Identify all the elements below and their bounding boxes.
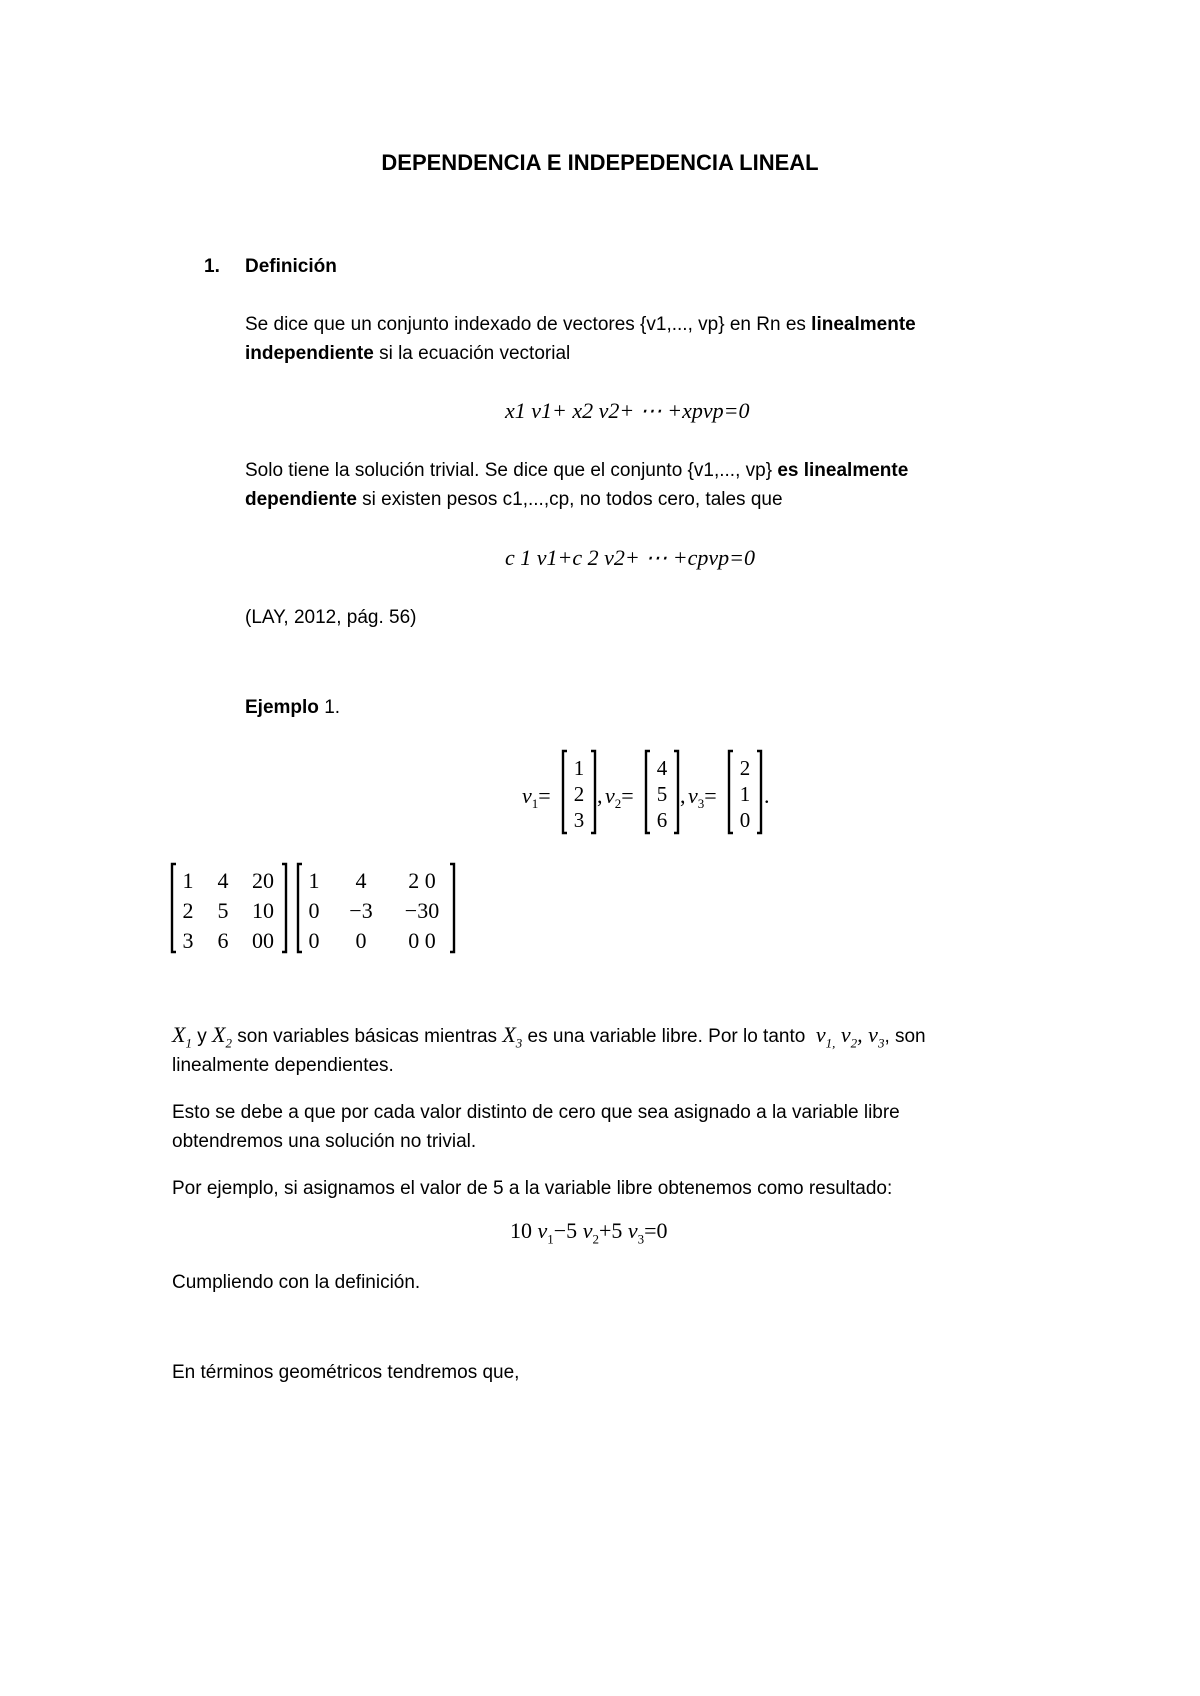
equation-dependence: c 1 v1+c 2 v2+ ⋯ +cpvp=0 (505, 545, 755, 570)
conclusion-text: son variables básicas mientras (231, 1026, 503, 1047)
definition-line-3 (245, 456, 908, 485)
matrix-1-cell: 5 (217, 898, 229, 923)
matrix-2-cell: 0 0 (408, 928, 436, 953)
matrix-2-cell: −30 (404, 898, 440, 923)
separator-comma: , (680, 783, 686, 808)
definition-text: Solo tiene la solución trivial. Se dice que el conjunto {v1,..., vp} (245, 460, 778, 481)
matrix-1-cell: 00 (252, 928, 274, 953)
definition-line-2 (245, 339, 570, 368)
vector-list: $v_{1,}$ $v_2$, $v_3$ (815, 1022, 885, 1051)
vector-v1-entry: 2 (573, 782, 585, 806)
matrix-1-cell: 3 (182, 928, 194, 953)
definition-line-4 (245, 485, 783, 514)
var-x2: $X_2$ (212, 1022, 232, 1051)
matrix-1-cell: 4 (217, 868, 229, 893)
vector-label-v2: $v_2=$ (605, 783, 634, 811)
separator-period: . (764, 783, 770, 808)
equation-result: 10 $v_1-5$ $v_2+5$ $v_3=0$ (510, 1218, 668, 1247)
matrix-1-cell: 6 (217, 928, 229, 953)
equation-independence: x1 v1+ x2 v2+ ⋯ +xpvp=0 (505, 398, 750, 423)
definition-bold-term: linealmente (811, 314, 916, 335)
vector-v2-entry: 4 (656, 756, 668, 780)
example-sentence: Por ejemplo, si asignamos el valor de 5 a la variable libre obtenemos como resultado: (172, 1178, 893, 1199)
definition-text: Se dice que un conjunto indexado de vectores {v1,..., vp} en Rn es (245, 314, 812, 335)
matrix-2-cell: 0 (355, 928, 367, 953)
section-number: 1. (204, 256, 220, 277)
matrix-1-cell: 2 (182, 898, 194, 923)
vector-label-v1: $v_1=$ (522, 783, 551, 811)
vector-v3-entry: 2 (739, 756, 751, 780)
page-title: DEPENDENCIA E INDEPEDENCIA LINEAL (381, 150, 819, 175)
vector-label-v3: $v_3=$ (688, 783, 717, 811)
matrix-1-cell: 10 (252, 898, 274, 923)
definition-line-1 (245, 310, 916, 339)
conclusion-definition: Cumpliendo con la definición. (172, 1272, 421, 1293)
vector-definitions (515, 745, 775, 840)
matrix-2-cell: −3 (349, 898, 373, 923)
matrix-2-cell: 1 (308, 868, 320, 893)
geometric-intro: En términos geométricos tendremos que, (172, 1362, 520, 1383)
citation: (LAY, 2012, pág. 56) (245, 607, 417, 628)
definition-bold-term: independiente (245, 343, 374, 364)
conclusion-line-2: linealmente dependientes. (172, 1055, 394, 1076)
definition-text: si existen pesos c1,...,cp, no todos cero, tales que (356, 489, 783, 510)
vector-v1-entry: 1 (573, 756, 585, 780)
conclusion-text: y (191, 1026, 213, 1047)
vector-v2-entry: 5 (656, 782, 668, 806)
conclusion-text: , son (884, 1026, 926, 1047)
definition-bold-term: dependiente (245, 489, 357, 510)
definition-bold-term: es linealmente (777, 460, 909, 481)
var-x1: $X_1$ (172, 1022, 192, 1051)
vector-v1-entry: 3 (573, 808, 585, 832)
matrix-2-cell: 0 (308, 928, 320, 953)
matrix-2-cell: 4 (355, 868, 367, 893)
conclusion-text: es una variable libre. Por lo tanto (522, 1026, 811, 1047)
row-reduction-matrices (168, 858, 460, 958)
example-heading (245, 693, 340, 722)
explanation-line-2: obtendremos una solución no trivial. (172, 1131, 477, 1152)
definition-text: si la ecuación vectorial (373, 343, 571, 364)
matrix-1-cell: 20 (252, 868, 274, 893)
matrix-1-cell: 1 (182, 868, 194, 893)
vector-v3-entry: 1 (739, 782, 751, 806)
explanation-line-1: Esto se debe a que por cada valor distinto de cero que sea asignado a la variable libre (172, 1102, 900, 1123)
vector-v2-entry: 6 (656, 808, 668, 832)
var-x3: $X_3$ (502, 1022, 523, 1051)
matrix-2-cell: 2 0 (408, 868, 436, 893)
separator-comma: , (597, 783, 603, 808)
matrix-2-cell: 0 (308, 898, 320, 923)
vector-v3-entry: 0 (739, 808, 751, 832)
section-heading: Definición (245, 256, 337, 277)
example-heading-label: Ejemplo (245, 697, 325, 718)
example-heading-number: 1. (324, 697, 341, 718)
